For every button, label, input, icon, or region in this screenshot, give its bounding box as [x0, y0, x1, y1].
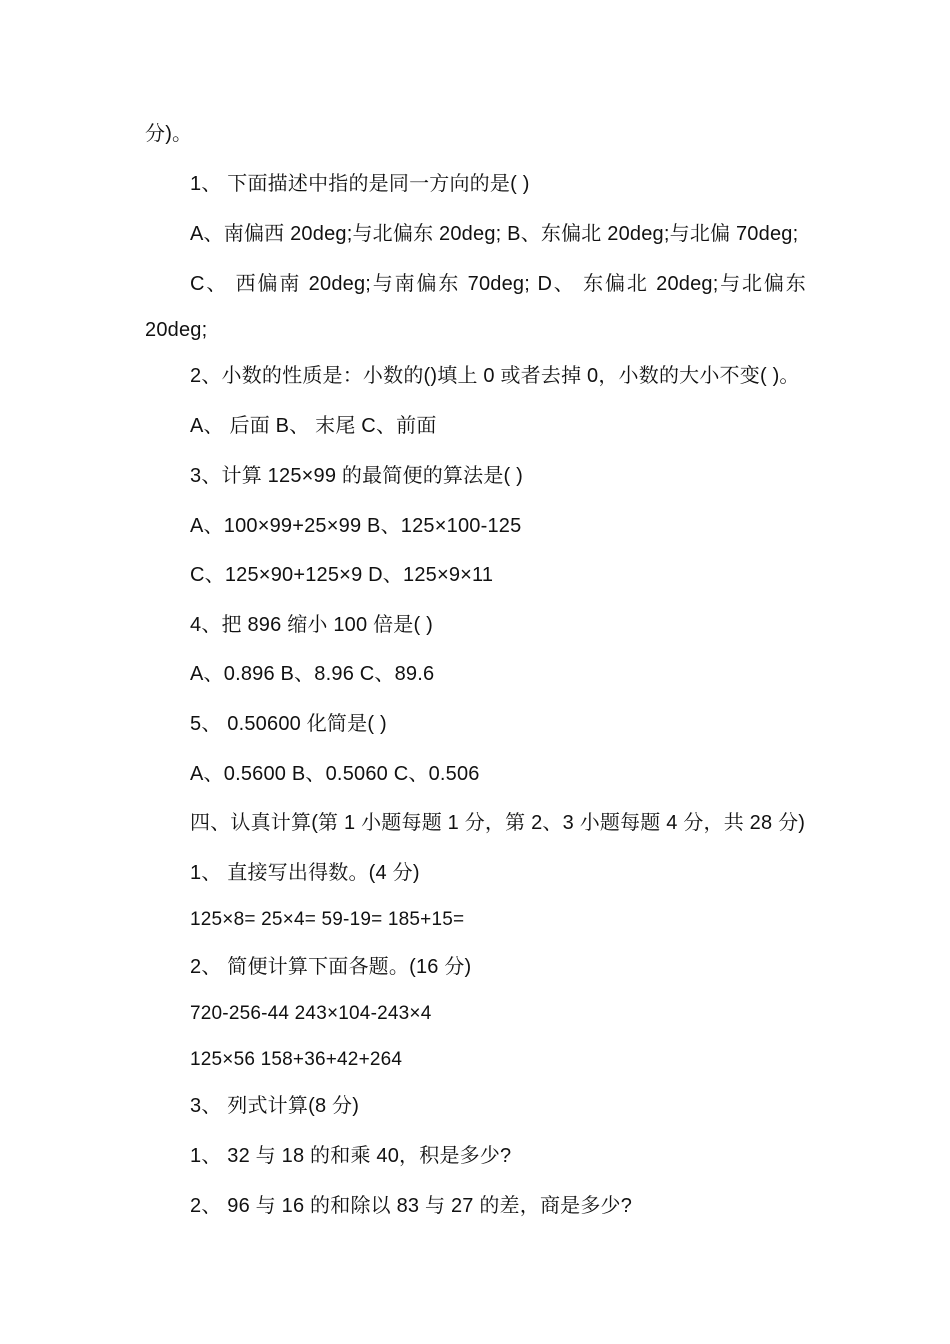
question-1-options-ab: A、南偏西 20deg;与北偏东 20deg; B、东偏北 20deg;与北偏 70deg;: [190, 223, 799, 245]
question-3: 3、计算 125×99 的最简便的算法是( ): [190, 465, 524, 487]
question-4: 4、把 896 缩小 100 倍是( ): [190, 614, 433, 636]
question-3-options-cd: C、125×90+125×9 D、125×9×11: [190, 564, 494, 586]
question-4-options: A、0.896 B、8.96 C、89.6: [190, 663, 435, 685]
question-5: 5、 0.50600 化简是( ): [190, 713, 387, 735]
calc-2-problems-row-1: 720-256-44 243×104-243×4: [190, 1003, 432, 1024]
text-line-continuation: 分)。: [145, 123, 193, 145]
question-1: 1、 下面描述中指的是同一方向的是( ): [190, 173, 530, 195]
question-5-options: A、0.5600 B、0.5060 C、0.506: [190, 763, 480, 785]
question-1-options-cd: C、 西偏南 20deg;与南偏东 70deg; D、 东偏北 20deg;与北偏东: [190, 273, 806, 295]
question-2: 2、小数的性质是：小数的()填上 0 或者去掉 0，小数的大小不变( )。: [190, 365, 800, 387]
calc-3-heading: 3、 列式计算(8 分): [190, 1095, 360, 1117]
section-heading: 四、认真计算(第 1 小题每题 1 分，第 2、3 小题每题 4 分，共 28 分): [190, 812, 806, 834]
calc-2-heading: 2、 简便计算下面各题。(16 分): [190, 956, 472, 978]
calc-3-problem-2: 2、 96 与 16 的和除以 83 与 27 的差，商是多少?: [190, 1195, 633, 1217]
calc-1-heading: 1、 直接写出得数。(4 分): [190, 862, 420, 884]
calc-3-problem-1: 1、 32 与 18 的和乘 40，积是多少?: [190, 1145, 512, 1167]
calc-1-problems: 125×8= 25×4= 59-19= 185+15=: [190, 909, 465, 930]
calc-2-problems-row-2: 125×56 158+36+42+264: [190, 1049, 403, 1070]
question-2-options: A、 后面 B、 末尾 C、前面: [190, 415, 437, 437]
question-3-options-ab: A、100×99+25×99 B、125×100-125: [190, 515, 522, 537]
question-1-options-cd-continuation: 20deg;: [145, 319, 208, 341]
